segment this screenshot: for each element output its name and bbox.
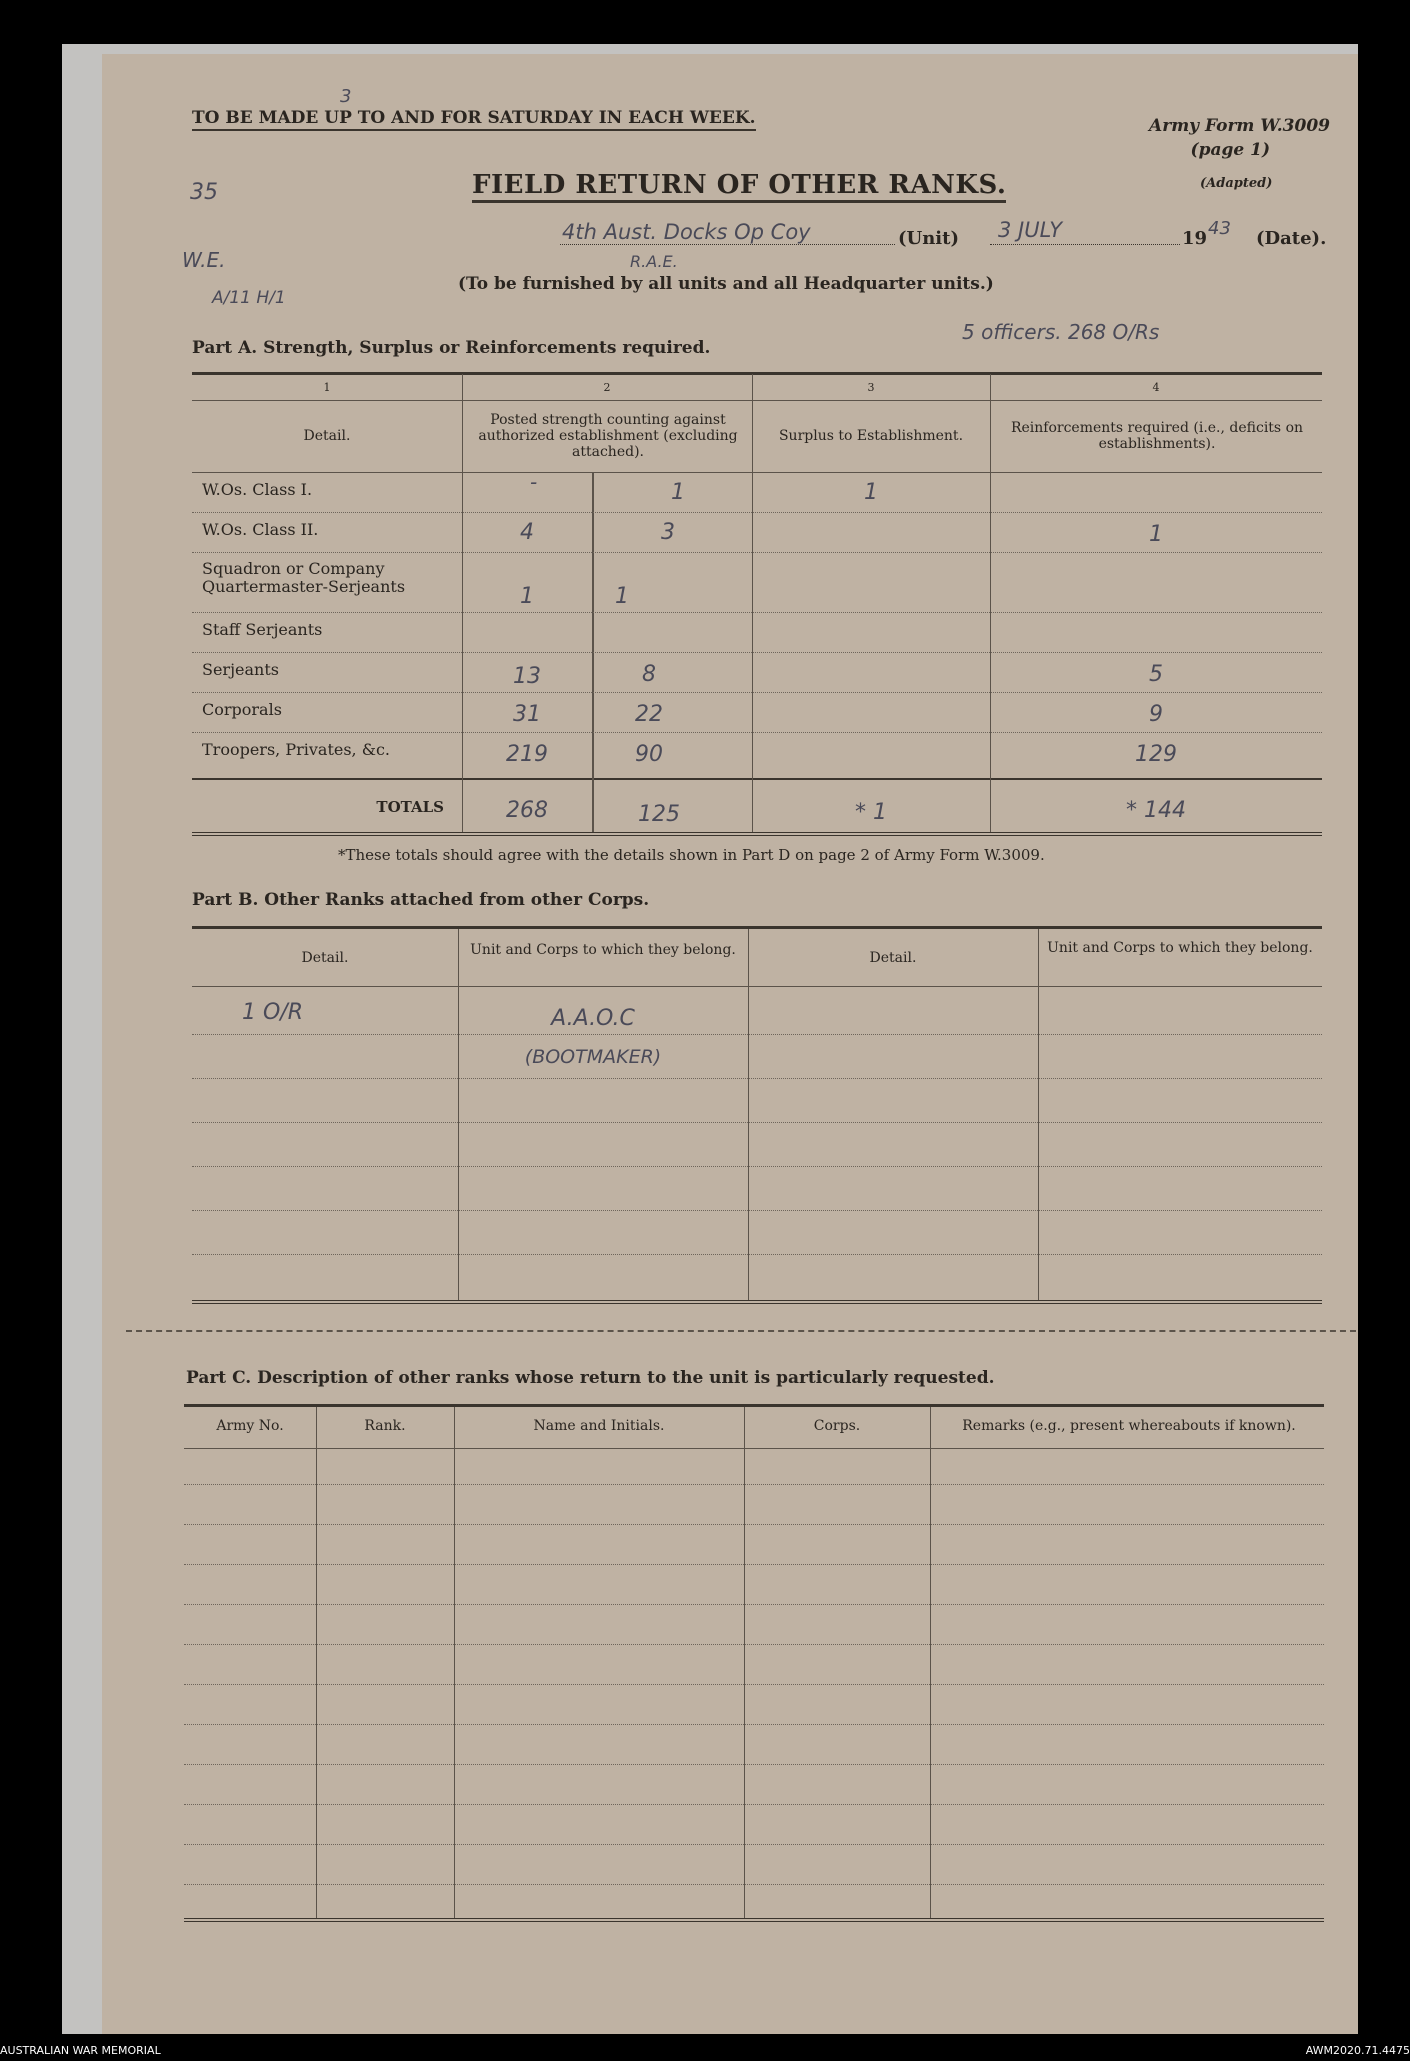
row-label-staff-serjeants: Staff Serjeants [202,620,323,639]
posted2-serjeants: 8 [642,662,656,687]
part-a-footnote: *These totals should agree with the details shown in Part D on page 2 of Army Form W.3009. [338,846,1045,864]
we-codes: A/11 H/1 [212,288,286,308]
weekly-instruction: TO BE MADE UP TO AND FOR SATURDAY IN EACH WEEK. [192,108,756,131]
totals-posted2: 125 [638,802,680,827]
part-c-header-army-no: Army No. [216,1418,284,1434]
posted2-cqms: 1 [615,584,629,609]
posted-cqms: 1 [520,584,534,609]
col-number-1: 1 [323,381,331,394]
part-c-table [184,1404,1324,1924]
date-label: (Date). [1256,228,1327,249]
perforation-line [126,1330,1356,1332]
posted2-corporals: 22 [635,702,663,727]
page-title: FIELD RETURN OF OTHER RANKS. [472,170,1006,203]
part-b-detail-entry: 1 O/R [242,1000,304,1025]
part-a-heading: Part A. Strength, Surplus or Reinforcements required. [192,338,711,358]
header-posted-strength: Posted strength counting against authorized establishment (excluding attached). [478,412,738,460]
part-b-header-detail-2: Detail. [869,950,917,966]
unit-sub: R.A.E. [630,252,678,271]
posted-serjeants: 13 [513,664,541,689]
part-b-table [192,926,1322,1306]
we-note: W.E. [182,248,226,272]
totals-posted: 268 [506,798,548,823]
year-prefix: 19 [1182,228,1208,249]
part-a-table [192,370,1322,840]
posted-wo2: 4 [520,520,534,545]
corner-mark: 3 [340,86,352,107]
header-surplus: Surplus to Establishment. [778,428,964,444]
part-c-header-name: Name and Initials. [533,1418,665,1434]
posted-wo1: - [530,470,538,494]
footer-accession: AWM2020.71.4475 [1305,2044,1410,2057]
posted2-wo1: 1 [671,480,685,505]
header-reinforcements: Reinforcements required (i.e., deficits on establishments). [1010,420,1304,452]
part-b-unit-entry-2: (BOOTMAKER) [524,1046,662,1068]
furnish-note: (To be furnished by all units and all Headquarter units.) [458,274,994,294]
col-number-4: 4 [1152,381,1160,394]
posted-corporals: 31 [513,702,541,727]
unit-label: (Unit) [898,228,959,249]
reinf-corporals: 9 [1149,702,1163,727]
row-label-wo2: W.Os. Class II. [202,520,319,539]
part-c-header-remarks: Remarks (e.g., present whereabouts if known). [962,1418,1296,1434]
part-c-heading: Part C. Description of other ranks whose return to the unit is particularly requested. [186,1368,995,1388]
form-id: Army Form W.3009 [1149,116,1330,136]
unit-line [560,244,895,245]
part-b-unit-entry: A.A.O.C [551,1006,635,1031]
adapted-label: (Adapted) [1200,176,1273,191]
part-b-heading: Part B. Other Ranks attached from other Corps. [192,890,650,910]
footer-institution: AUSTRALIAN WAR MEMORIAL [0,2044,161,2057]
part-b-header-unit-2: Unit and Corps to which they belong. [1047,940,1313,956]
row-label-troopers: Troopers, Privates, &c. [202,740,391,759]
row-label-corporals: Corporals [202,700,282,719]
posted-troopers: 219 [506,742,548,767]
officers-note: 5 officers. 268 O/Rs [962,320,1160,344]
row-label-wo1: W.Os. Class I. [202,480,313,499]
part-c-header-rank: Rank. [364,1418,406,1434]
corner-number: 35 [190,180,218,205]
year-suffix: 43 [1208,218,1231,239]
row-label-cqms: Squadron or Company Quartermaster-Serjeants [202,559,406,596]
totals-reinf: * 144 [1126,798,1186,823]
totals-label: TOTALS [376,798,444,816]
reinf-serjeants: 5 [1149,662,1163,687]
date-line [990,244,1180,245]
posted2-wo2: 3 [661,520,675,545]
part-c-header-corps: Corps. [813,1418,861,1434]
totals-surplus: * 1 [855,800,887,825]
form-page: (page 1) [1190,140,1270,160]
part-b-header-unit-1: Unit and Corps to which they belong. [470,942,736,958]
unit-name: 4th Aust. Docks Op Coy [562,220,811,244]
col-number-2: 2 [603,381,611,394]
posted2-troopers: 90 [635,742,663,767]
part-b-header-detail-1: Detail. [301,950,349,966]
surplus-wo1: 1 [864,480,878,505]
reinf-wo2: 1 [1149,522,1163,547]
date-value: 3 JULY [998,218,1063,242]
col-number-3: 3 [867,381,875,394]
header-detail: Detail. [303,428,351,444]
reinf-troopers: 129 [1135,742,1177,767]
row-label-serjeants: Serjeants [202,660,279,679]
